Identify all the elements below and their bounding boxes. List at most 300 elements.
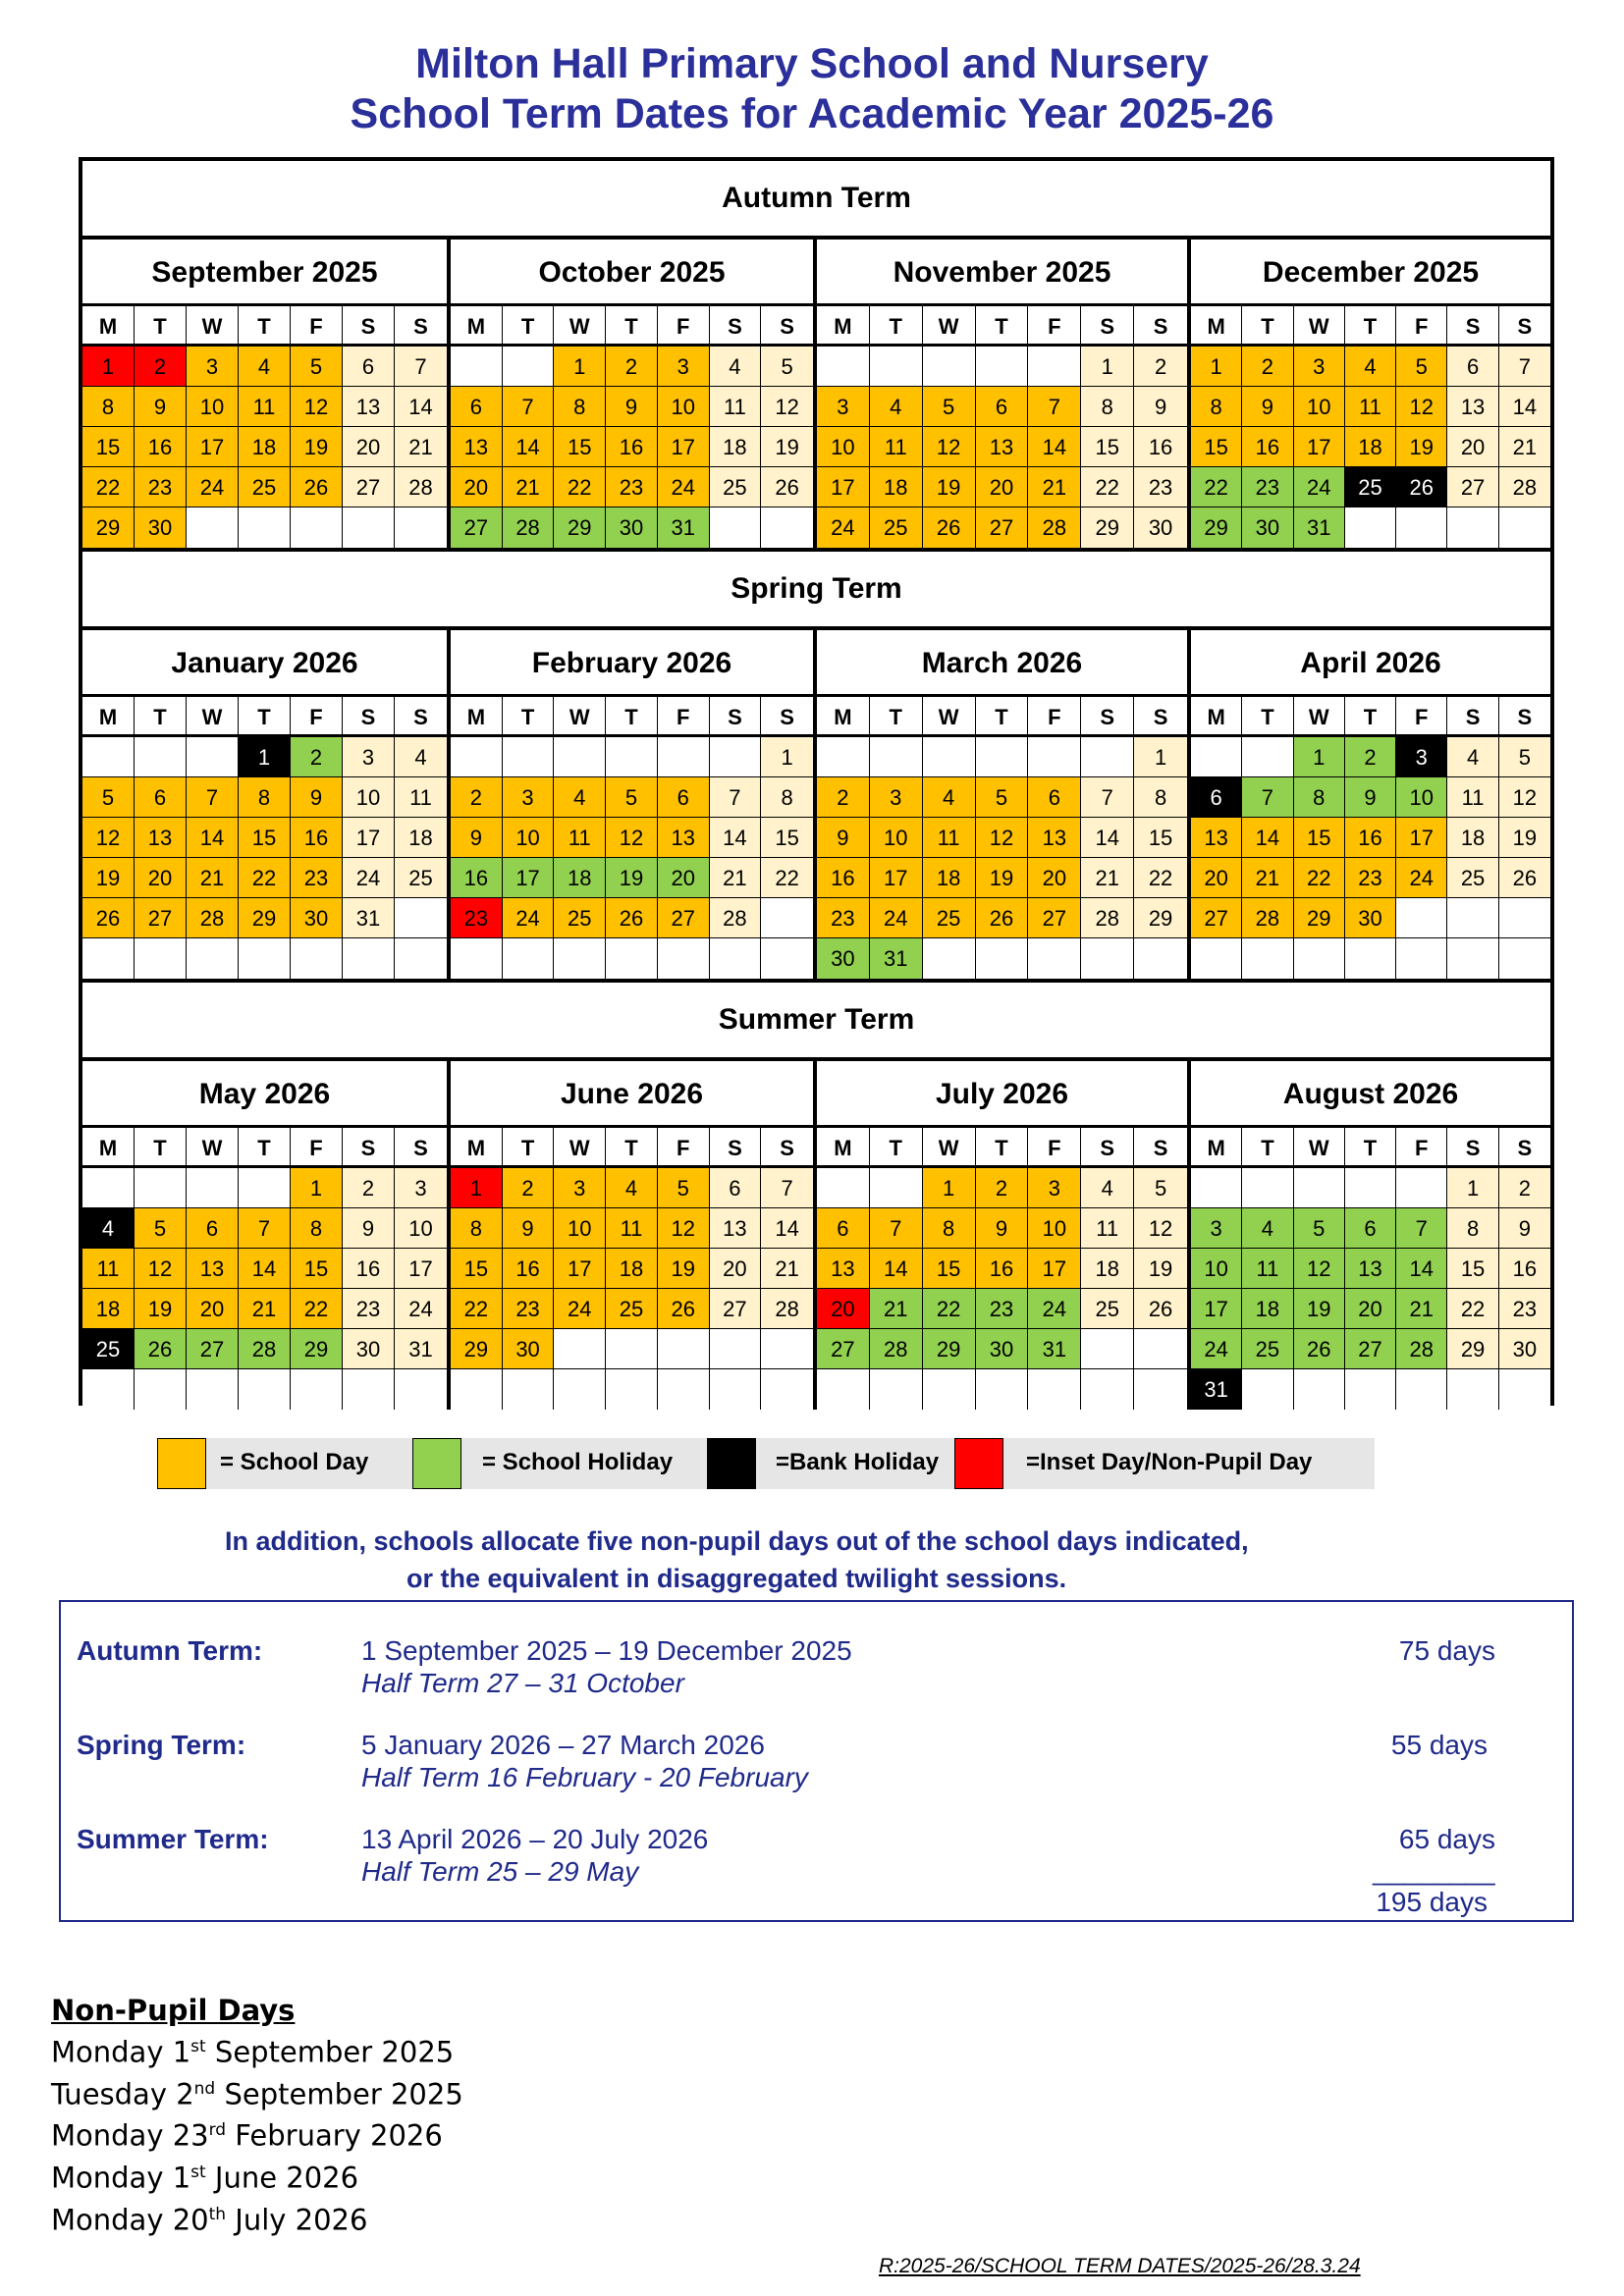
day-cell: 31	[1191, 1369, 1242, 1410]
day-cell: 28	[1081, 898, 1134, 938]
day-cell: 4	[82, 1208, 135, 1249]
day-cell: 2	[451, 777, 503, 818]
non-pupil-day-weekday: Monday	[51, 2203, 173, 2237]
day-cell: 26	[82, 898, 135, 938]
autumn-half-term: Half Term 27 – 31 October	[361, 1668, 684, 1698]
day-cell: 19	[606, 858, 658, 898]
weekday-header: T	[870, 1128, 923, 1168]
day-cell: 9	[291, 777, 343, 818]
day-cell: 3	[1396, 737, 1447, 777]
non-pupil-day-month-year: September 2025	[205, 2035, 455, 2069]
empty-cell	[606, 938, 658, 979]
day-cell: 1	[239, 737, 291, 777]
day-cell: 11	[239, 387, 291, 427]
weekday-header: S	[1499, 306, 1550, 347]
day-cell: 17	[658, 427, 710, 467]
note-line-1: In addition, schools allocate five non-pupil days out of the school days indicated,	[225, 1526, 1249, 1556]
day-cell: 29	[239, 898, 291, 938]
day-cell: 20	[135, 858, 187, 898]
day-cell: 30	[1345, 898, 1396, 938]
day-cell: 3	[187, 347, 239, 387]
day-cell: 28	[710, 898, 762, 938]
day-cell: 26	[658, 1289, 710, 1329]
day-cell: 24	[503, 898, 555, 938]
empty-cell	[239, 938, 291, 979]
weekday-header: W	[923, 1128, 976, 1168]
day-cell: 21	[1081, 858, 1134, 898]
day-cell: 24	[658, 467, 710, 507]
empty-cell	[291, 1369, 343, 1410]
empty-cell	[187, 737, 239, 777]
weekday-header: F	[658, 697, 710, 737]
empty-cell	[870, 1369, 923, 1410]
weekday-header: S	[395, 1128, 447, 1168]
empty-cell	[817, 1369, 870, 1410]
weekday-header: M	[1191, 697, 1242, 737]
day-cell: 22	[1081, 467, 1134, 507]
non-pupil-day-month-year: February 2026	[226, 2118, 443, 2153]
day-cell: 26	[606, 898, 658, 938]
day-cell: 16	[135, 427, 187, 467]
day-cell: 4	[1242, 1208, 1293, 1249]
day-cell: 14	[710, 818, 762, 858]
weekday-header: S	[1134, 1128, 1187, 1168]
day-cell: 30	[343, 1329, 395, 1369]
day-cell: 1	[1191, 347, 1242, 387]
day-cell: 20	[1191, 858, 1242, 898]
day-cell: 13	[710, 1208, 762, 1249]
day-cell: 11	[1447, 777, 1498, 818]
weekday-header: S	[1081, 1128, 1134, 1168]
empty-cell	[1345, 1168, 1396, 1208]
term-calendar	[79, 157, 1554, 1406]
non-pupil-day-number: 20	[172, 2203, 209, 2237]
weekday-header: W	[1294, 1128, 1345, 1168]
day-cell: 10	[343, 777, 395, 818]
day-cell: 11	[1242, 1249, 1293, 1289]
day-cell: 8	[82, 387, 135, 427]
weekday-header: F	[1028, 697, 1081, 737]
weekday-header: S	[761, 1128, 813, 1168]
empty-cell	[1191, 1168, 1242, 1208]
non-pupil-day-number: 1	[172, 2161, 191, 2195]
day-cell: 3	[870, 777, 923, 818]
day-cell: 21	[1242, 858, 1293, 898]
weekday-header: T	[976, 1128, 1029, 1168]
day-cell: 8	[239, 777, 291, 818]
empty-cell	[1134, 1329, 1187, 1369]
summer-term-label: Summer Term:	[77, 1824, 269, 1854]
day-cell: 16	[817, 858, 870, 898]
day-cell: 21	[1396, 1289, 1447, 1329]
day-cell: 24	[1191, 1329, 1242, 1369]
day-cell: 1	[1081, 347, 1134, 387]
day-cell: 16	[451, 858, 503, 898]
day-cell: 29	[923, 1329, 976, 1369]
empty-cell	[606, 1369, 658, 1410]
month-title: February 2026	[451, 630, 813, 697]
weekday-header: F	[1028, 306, 1081, 347]
day-cell: 8	[451, 1208, 503, 1249]
day-cell: 7	[710, 777, 762, 818]
day-cell: 2	[1242, 347, 1293, 387]
day-cell: 13	[976, 427, 1029, 467]
day-cell: 18	[606, 1249, 658, 1289]
day-cell: 27	[976, 507, 1029, 548]
day-cell: 8	[923, 1208, 976, 1249]
empty-cell	[1396, 898, 1447, 938]
day-cell: 4	[1081, 1168, 1134, 1208]
empty-cell	[1134, 938, 1187, 979]
weekday-header: T	[135, 1128, 187, 1168]
day-cell: 17	[1191, 1289, 1242, 1329]
day-cell: 1	[451, 1168, 503, 1208]
day-cell: 13	[1028, 818, 1081, 858]
empty-cell	[1396, 507, 1447, 548]
day-cell: 12	[1134, 1208, 1187, 1249]
day-cell: 24	[395, 1289, 447, 1329]
day-cell: 24	[817, 507, 870, 548]
empty-cell	[451, 347, 503, 387]
day-cell: 11	[870, 427, 923, 467]
title-line-1: Milton Hall Primary School and Nursery	[415, 40, 1209, 87]
day-cell: 14	[1081, 818, 1134, 858]
month-october-2025	[447, 240, 813, 548]
day-cell: 16	[1345, 818, 1396, 858]
summer-term-range: 13 April 2026 – 20 July 2026	[361, 1824, 709, 1854]
day-cell: 8	[761, 777, 813, 818]
day-cell: 5	[1134, 1168, 1187, 1208]
day-cell: 4	[710, 347, 762, 387]
day-cell: 1	[1134, 737, 1187, 777]
empty-cell	[1396, 1369, 1447, 1410]
weekday-header: T	[976, 697, 1029, 737]
empty-cell	[554, 1329, 606, 1369]
day-cell: 1	[1447, 1168, 1498, 1208]
day-cell: 8	[1134, 777, 1187, 818]
empty-cell	[710, 1369, 762, 1410]
day-cell: 14	[1028, 427, 1081, 467]
day-cell: 17	[395, 1249, 447, 1289]
day-cell: 9	[1242, 387, 1293, 427]
day-cell: 22	[1294, 858, 1345, 898]
empty-cell	[761, 898, 813, 938]
day-cell: 19	[658, 1249, 710, 1289]
day-cell: 7	[1242, 777, 1293, 818]
day-cell: 11	[923, 818, 976, 858]
day-cell: 9	[503, 1208, 555, 1249]
empty-cell	[135, 1168, 187, 1208]
day-cell: 7	[761, 1168, 813, 1208]
weekday-header: T	[239, 697, 291, 737]
weekday-header: T	[606, 697, 658, 737]
day-cell: 6	[1447, 347, 1498, 387]
day-cell: 12	[1396, 387, 1447, 427]
non-pupil-day-number: 1	[172, 2035, 191, 2069]
spring-term-label: Spring Term:	[77, 1730, 246, 1760]
empty-cell	[503, 1369, 555, 1410]
non-pupil-day-item	[51, 2197, 463, 2239]
weekday-header: T	[976, 306, 1029, 347]
day-cell: 5	[976, 777, 1029, 818]
day-cell: 12	[658, 1208, 710, 1249]
empty-cell	[239, 1369, 291, 1410]
day-cell: 23	[1499, 1289, 1550, 1329]
day-cell: 12	[1499, 777, 1550, 818]
empty-cell	[239, 1168, 291, 1208]
day-cell: 4	[395, 737, 447, 777]
day-cell: 10	[870, 818, 923, 858]
day-cell: 16	[606, 427, 658, 467]
empty-cell	[187, 1168, 239, 1208]
day-cell: 3	[395, 1168, 447, 1208]
weekday-header: T	[870, 306, 923, 347]
day-cell: 22	[761, 858, 813, 898]
day-cell: 6	[1345, 1208, 1396, 1249]
empty-cell	[976, 1369, 1029, 1410]
day-cell: 3	[343, 737, 395, 777]
weekday-header: S	[710, 306, 762, 347]
weekday-header: F	[291, 306, 343, 347]
empty-cell	[291, 507, 343, 548]
weekday-header: T	[503, 697, 555, 737]
day-cell: 13	[658, 818, 710, 858]
day-cell: 10	[1396, 777, 1447, 818]
legend-swatch-bank-holiday	[707, 1438, 756, 1489]
weekday-header: F	[658, 306, 710, 347]
day-cell: 23	[451, 898, 503, 938]
day-cell: 27	[710, 1289, 762, 1329]
weekday-header: S	[761, 306, 813, 347]
day-cell: 14	[761, 1208, 813, 1249]
empty-cell	[923, 1369, 976, 1410]
day-cell: 4	[1447, 737, 1498, 777]
day-cell: 18	[1447, 818, 1498, 858]
weekday-header: M	[82, 1128, 135, 1168]
day-cell: 13	[1191, 818, 1242, 858]
day-cell: 17	[870, 858, 923, 898]
empty-cell	[606, 737, 658, 777]
day-cell: 19	[761, 427, 813, 467]
day-cell: 7	[187, 777, 239, 818]
day-cell: 12	[291, 387, 343, 427]
empty-cell	[658, 1329, 710, 1369]
day-cell: 14	[395, 387, 447, 427]
day-cell: 15	[1081, 427, 1134, 467]
day-cell: 23	[976, 1289, 1029, 1329]
day-cell: 22	[554, 467, 606, 507]
empty-cell	[923, 938, 976, 979]
day-cell: 2	[976, 1168, 1029, 1208]
weekday-header: S	[1447, 697, 1498, 737]
day-cell: 19	[135, 1289, 187, 1329]
day-cell: 6	[343, 347, 395, 387]
day-cell: 24	[1294, 467, 1345, 507]
empty-cell	[82, 737, 135, 777]
day-cell: 30	[1499, 1329, 1550, 1369]
day-cell: 15	[1134, 818, 1187, 858]
legend-swatch-school-holiday	[412, 1438, 461, 1489]
empty-cell	[606, 1329, 658, 1369]
weekday-header: S	[343, 697, 395, 737]
day-cell: 30	[291, 898, 343, 938]
day-cell: 20	[343, 427, 395, 467]
day-cell: 6	[1191, 777, 1242, 818]
day-cell: 27	[451, 507, 503, 548]
day-cell: 16	[291, 818, 343, 858]
non-pupil-day-item	[51, 2155, 463, 2197]
weekday-header: W	[554, 697, 606, 737]
note-line-2: or the equivalent in disaggregated twilight sessions.	[406, 1564, 1067, 1593]
day-cell: 28	[1499, 467, 1550, 507]
day-cell: 17	[1028, 1249, 1081, 1289]
day-cell: 5	[1294, 1208, 1345, 1249]
empty-cell	[1081, 938, 1134, 979]
empty-cell	[395, 1369, 447, 1410]
day-cell: 18	[870, 467, 923, 507]
empty-cell	[817, 1168, 870, 1208]
day-cell: 17	[817, 467, 870, 507]
day-cell: 18	[923, 858, 976, 898]
non-pupil-day-suffix: st	[190, 2037, 206, 2056]
weekday-header: S	[1081, 306, 1134, 347]
weekday-header: W	[923, 306, 976, 347]
day-cell: 24	[1396, 858, 1447, 898]
day-cell: 28	[1028, 507, 1081, 548]
weekday-header: S	[761, 697, 813, 737]
day-cell: 12	[976, 818, 1029, 858]
empty-cell	[1447, 938, 1498, 979]
day-cell: 20	[187, 1289, 239, 1329]
day-cell: 5	[923, 387, 976, 427]
empty-cell	[451, 938, 503, 979]
weekday-header: F	[658, 1128, 710, 1168]
day-cell: 11	[606, 1208, 658, 1249]
empty-cell	[1499, 898, 1550, 938]
month-title: May 2026	[82, 1061, 447, 1128]
day-cell: 4	[923, 777, 976, 818]
weekday-header: T	[135, 306, 187, 347]
day-cell: 31	[658, 507, 710, 548]
day-cell: 13	[135, 818, 187, 858]
month-january-2026	[82, 630, 447, 979]
day-cell: 23	[1242, 467, 1293, 507]
weekday-header: M	[817, 1128, 870, 1168]
day-cell: 2	[817, 777, 870, 818]
day-cell: 26	[135, 1329, 187, 1369]
day-cell: 10	[187, 387, 239, 427]
month-november-2025	[813, 240, 1187, 548]
day-cell: 7	[870, 1208, 923, 1249]
day-cell: 1	[923, 1168, 976, 1208]
weekday-header: M	[1191, 1128, 1242, 1168]
title-line-2: School Term Dates for Academic Year 2025-26	[350, 90, 1274, 137]
weekday-header: W	[1294, 306, 1345, 347]
autumn-term-label: Autumn Term:	[77, 1635, 263, 1666]
day-cell: 30	[503, 1329, 555, 1369]
weekday-header: S	[710, 697, 762, 737]
day-cell: 11	[710, 387, 762, 427]
day-cell: 2	[135, 347, 187, 387]
day-cell: 30	[1242, 507, 1293, 548]
day-cell: 5	[135, 1208, 187, 1249]
non-pupil-day-month-year: June 2026	[205, 2161, 359, 2195]
day-cell: 21	[710, 858, 762, 898]
day-cell: 9	[976, 1208, 1029, 1249]
empty-cell	[451, 1369, 503, 1410]
day-cell: 11	[554, 818, 606, 858]
day-cell: 15	[1294, 818, 1345, 858]
day-cell: 2	[1499, 1168, 1550, 1208]
empty-cell	[1134, 1369, 1187, 1410]
empty-cell	[1028, 938, 1081, 979]
empty-cell	[761, 1369, 813, 1410]
day-cell: 2	[503, 1168, 555, 1208]
day-cell: 4	[554, 777, 606, 818]
day-cell: 9	[606, 387, 658, 427]
empty-cell	[923, 737, 976, 777]
day-cell: 15	[1191, 427, 1242, 467]
day-cell: 18	[1242, 1289, 1293, 1329]
day-cell: 18	[710, 427, 762, 467]
weekday-header: S	[343, 1128, 395, 1168]
empty-cell	[1396, 1168, 1447, 1208]
empty-cell	[1081, 1329, 1134, 1369]
empty-cell	[1447, 1369, 1498, 1410]
day-cell: 9	[1499, 1208, 1550, 1249]
day-cell: 21	[187, 858, 239, 898]
day-cell: 13	[187, 1249, 239, 1289]
weekday-header: S	[1081, 697, 1134, 737]
month-title: July 2026	[817, 1061, 1187, 1128]
empty-cell	[135, 737, 187, 777]
day-cell: 15	[554, 427, 606, 467]
weekday-header: M	[451, 697, 503, 737]
day-cell: 10	[1028, 1208, 1081, 1249]
day-cell: 19	[82, 858, 135, 898]
non-pupil-day-weekday: Tuesday	[51, 2077, 177, 2111]
empty-cell	[976, 737, 1029, 777]
empty-cell	[710, 938, 762, 979]
day-cell: 8	[1447, 1208, 1498, 1249]
weekday-header: T	[606, 306, 658, 347]
weekday-header: T	[239, 306, 291, 347]
day-cell: 18	[554, 858, 606, 898]
spring-term-range: 5 January 2026 – 27 March 2026	[361, 1730, 765, 1760]
weekday-header: F	[1396, 306, 1447, 347]
empty-cell	[1242, 1168, 1293, 1208]
legend-label-bank-holiday: =Bank Holiday	[776, 1449, 940, 1475]
document-reference: R:2025-26/SCHOOL TERM DATES/2025-26/28.3.24	[879, 2255, 1361, 2277]
empty-cell	[554, 938, 606, 979]
day-cell: 15	[82, 427, 135, 467]
day-cell: 29	[1447, 1329, 1498, 1369]
day-cell: 1	[82, 347, 135, 387]
day-cell: 20	[1345, 1289, 1396, 1329]
day-cell: 18	[239, 427, 291, 467]
day-cell: 8	[291, 1208, 343, 1249]
day-cell: 12	[923, 427, 976, 467]
day-cell: 5	[1396, 347, 1447, 387]
day-cell: 27	[1447, 467, 1498, 507]
day-cell: 26	[1499, 858, 1550, 898]
empty-cell	[1028, 347, 1081, 387]
day-cell: 25	[1242, 1329, 1293, 1369]
day-cell: 26	[1396, 467, 1447, 507]
non-pupil-days-list	[51, 2029, 463, 2238]
day-cell: 4	[1345, 347, 1396, 387]
day-cell: 18	[82, 1289, 135, 1329]
